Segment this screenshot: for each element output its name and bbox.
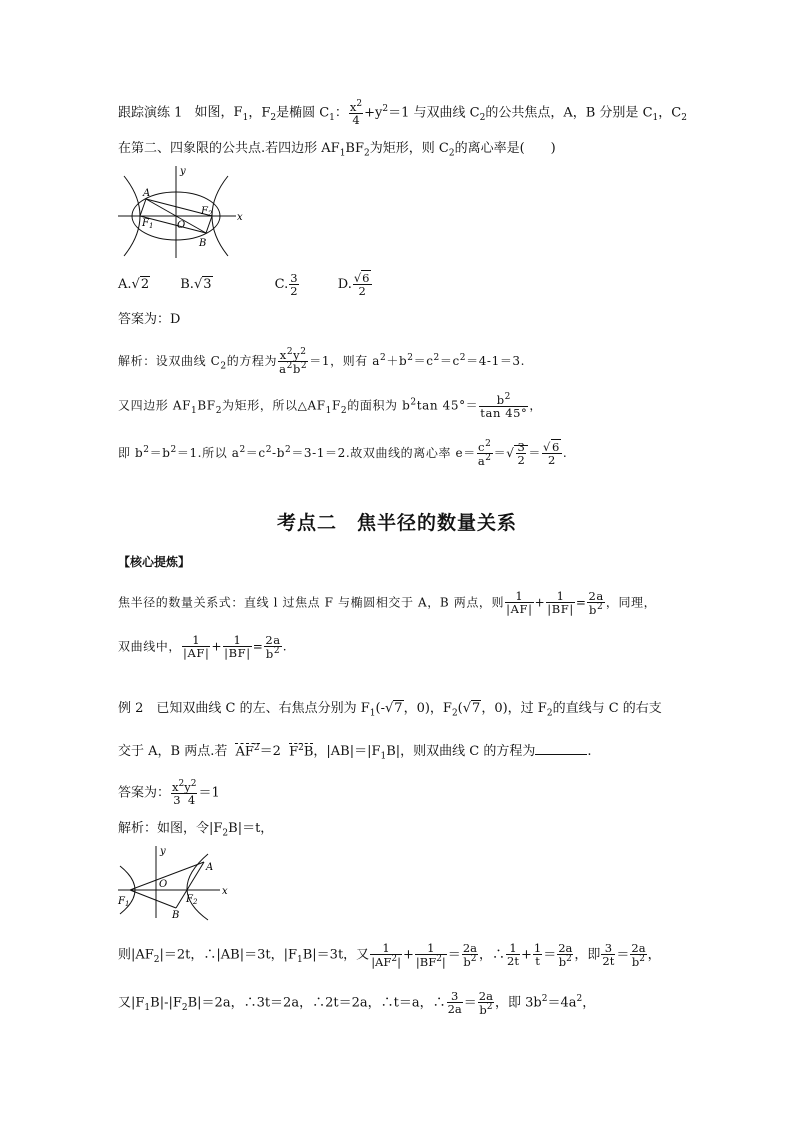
text: B|＝3t，又 <box>302 947 370 963</box>
text: ＝ <box>463 995 477 1011</box>
sqrt-fraction: √ $\frac{3}{2}$ <box>506 441 528 466</box>
label-b: B <box>172 910 180 921</box>
text: 焦半径的数量关系式：直线 l 过焦点 F 与椭圆相交于 A，B 两点，则 <box>118 595 505 610</box>
label-b: B <box>199 238 207 249</box>
text: 解析：如图，令|F <box>118 821 223 836</box>
label-a: A <box>206 862 214 873</box>
text: 例 2 已知双曲线 C 的左、右焦点分别为 F <box>118 701 370 716</box>
fraction: $\frac{√6}{2}$ <box>543 439 560 467</box>
text: 为矩形，所以△AF <box>222 398 326 413</box>
text: ，同理， <box>605 595 657 610</box>
text: (- <box>375 701 385 716</box>
text: ，F <box>248 105 271 121</box>
analysis1-line3: 即 $b^2=b^2=1$.所以 $a^2=c^2-b^2=3-1=2$.故双曲线的离心率 e＝ $\frac{c^2}{a^2}$ ＝√ $\frac{3}{2}$ ＝ $\frac{√6}{2}$ . <box>118 439 568 468</box>
sub: 1 <box>339 148 346 159</box>
text: ＝4a <box>547 995 577 1011</box>
label-x: x <box>222 886 228 897</box>
text: 为矩形，则 C <box>369 141 449 156</box>
fraction: $\frac{1}{|AF^2|}$ <box>371 941 401 969</box>
analysis2-line3: 又$|F_1B|-|F_2B|=2a$，∴3t＝2a，∴2t＝2a，∴t＝a，∴ $\frac{3}{2a}$ ＝ $\frac{2a}{b^2}$ ，即 $3b^2=4a^2$， <box>118 989 596 1017</box>
sub: 1 <box>242 113 249 124</box>
t: b <box>558 954 567 969</box>
section-title: 考点二 焦半径的数量关系 <box>276 512 517 534</box>
fraction <box>516 441 526 466</box>
label-f2 <box>200 206 213 218</box>
text: 的公共焦点，A，B 分别是 C <box>485 105 653 121</box>
text: = <box>575 595 587 610</box>
label-o: O <box>177 220 186 231</box>
frac-num: 2a <box>588 589 604 603</box>
text: . <box>562 445 568 460</box>
figure-hyperbola <box>116 842 234 922</box>
text: F <box>331 398 341 413</box>
fraction: $\frac{2a}{b^2}$ <box>588 589 604 617</box>
frac-num: 3 <box>517 439 526 454</box>
sqrt: √6 <box>353 271 370 285</box>
text: 又|F <box>118 995 145 1011</box>
text: ＝1.所以 a <box>176 445 240 460</box>
text: ＝4-1＝3. <box>466 353 526 368</box>
text: 是椭圆 C <box>276 105 330 121</box>
text: B|-|F <box>150 995 182 1011</box>
text: -b <box>272 445 285 460</box>
vector-f2b: $F^2B$ <box>289 742 314 759</box>
text: 的直线与 C 的右支 <box>552 701 662 716</box>
t: b <box>265 646 274 661</box>
example2-line2: 交于 A，B 两点.若 $AF^2=2$ $F^2B$，$|AB|=|F_1B|$，则双曲线 C 的方程为 . <box>118 742 592 762</box>
frac-num: 1 <box>533 941 542 956</box>
text: |＝2t，∴|AB|＝3t，|F <box>159 947 298 963</box>
t: | <box>441 954 446 969</box>
sub: 2 <box>207 210 213 218</box>
fraction: $\frac{c^2}{a^2}$ <box>477 439 492 468</box>
text: 则|AF <box>118 947 154 963</box>
text: ＝ <box>616 947 630 963</box>
text: ，|AB|＝|F <box>313 744 381 759</box>
sub: 2 <box>448 148 455 159</box>
label: A. <box>118 277 132 293</box>
text: ＝1，则有 a <box>309 353 381 368</box>
sub: 2 <box>364 148 370 159</box>
sub: 2 <box>270 113 277 124</box>
fraction <box>447 990 463 1015</box>
t: b <box>631 954 640 969</box>
frac-num: 1 <box>223 634 252 647</box>
text: ， <box>582 995 596 1011</box>
text: ，∴ <box>479 947 506 963</box>
frac-num: 2a <box>631 941 646 955</box>
radicand: 3 <box>203 277 212 293</box>
sub: 2 <box>192 898 198 906</box>
text: ，即 3b <box>494 995 542 1011</box>
frac-num: 3 <box>601 942 615 955</box>
text: 如图，F <box>194 105 243 121</box>
sqrt: √7 <box>462 701 481 716</box>
t: b <box>496 392 505 407</box>
text: +y <box>364 105 383 121</box>
frac-num: 1 <box>415 942 447 955</box>
option-c <box>274 271 300 299</box>
sub: 1 <box>329 113 335 124</box>
text: 即 b <box>118 445 144 460</box>
t: B <box>303 744 314 759</box>
fraction: $\frac{2a}{b^2}$ <box>558 941 573 969</box>
frac-den: |BF| <box>547 602 574 617</box>
sub: 1 <box>148 222 154 230</box>
label-f2 <box>185 894 198 906</box>
t: c <box>478 439 486 454</box>
label-a: A <box>143 188 151 199</box>
answer1 <box>118 313 180 326</box>
text: BF <box>345 141 364 156</box>
f: F <box>186 894 193 905</box>
frac-den: tan 45° <box>480 405 528 420</box>
fraction <box>546 590 575 615</box>
label-y: y <box>160 846 166 857</box>
sub: 2 <box>479 113 486 124</box>
core-line1 <box>118 590 656 616</box>
text: . <box>587 744 592 759</box>
text: 的方程为 <box>226 353 278 368</box>
text: 又四边形 AF <box>118 398 192 413</box>
fraction <box>505 590 533 615</box>
t: AF <box>235 744 254 759</box>
text: ＝ <box>493 445 507 460</box>
text: 在第二、四象限的公共点.若四边形 AF <box>118 141 340 156</box>
frac-den: 2 <box>290 284 298 299</box>
sup: 2 <box>382 104 389 115</box>
text: ＝1 与双曲线 C <box>388 105 480 121</box>
text: ＝ <box>528 445 541 460</box>
fraction: $\frac{2a}{b^2}$ <box>265 633 281 661</box>
answer-value: D <box>170 312 181 327</box>
frac-den: 2 <box>358 284 366 299</box>
fraction: $\frac{2a}{b^2}$ <box>631 941 646 969</box>
text: ， <box>647 947 661 963</box>
text: B|，则双曲线 C 的方程为 <box>386 744 536 759</box>
text: ，0)，F <box>403 701 452 716</box>
answer-blank <box>535 742 587 755</box>
t: x <box>279 347 287 362</box>
text: 的面积为 b <box>347 398 411 413</box>
fraction: $\frac{2a}{b^2}$ <box>478 989 493 1017</box>
text: ＋b <box>386 353 408 368</box>
radicand: 7 <box>472 701 481 716</box>
f: F <box>201 206 208 217</box>
text: ＝3-1＝2.故双曲线的离心率 e＝ <box>291 445 476 460</box>
t: |AF <box>371 954 392 969</box>
frac-num: 1 <box>182 634 210 647</box>
text: = <box>252 639 264 654</box>
option-d <box>337 271 373 299</box>
text: ，即 <box>574 947 601 963</box>
text: . <box>282 639 288 654</box>
analysis2-line2: 则$|AF_2|=2t$，∴|AB|＝3t，$|F_1B|=3t$，又 $\frac{1}{|AF^2|}$ + $\frac{1}{|BF^2|}$ ＝ $\frac{2a}{b^2}$ ，∴ $\frac{1}{2t}$ + $\frac{1}{t}$ ＝ $\frac{2a}{b^2}$ ，即 $\frac{3}{2t}$ ＝ $\frac{2a}{b^2}$ ， <box>118 941 661 969</box>
fraction: $\frac{2a}{b^2}$ <box>462 941 477 969</box>
text: ＝b <box>149 445 171 460</box>
text: + <box>211 639 223 654</box>
fraction-x2-over-4 <box>349 100 363 126</box>
text: ，0)，过 F <box>481 701 547 716</box>
answer-label: 答案为： <box>118 312 171 327</box>
core-line2 <box>118 634 287 660</box>
label: C. <box>274 277 289 293</box>
frac-num: 1 <box>505 590 533 603</box>
text: B|＝t， <box>228 821 274 836</box>
t: F <box>289 744 299 759</box>
t: a <box>477 453 486 468</box>
text: ＝ <box>543 947 557 963</box>
fraction <box>533 942 542 967</box>
sqrt: √3 <box>193 277 212 293</box>
frac-den: 2t <box>507 954 519 969</box>
frac-den: 4 <box>352 112 360 127</box>
label-x: x <box>237 212 243 223</box>
text: ＝c <box>245 445 266 460</box>
exercise1-line2 <box>118 142 556 159</box>
text: ＝c <box>413 353 434 368</box>
frac-den: |AF| <box>506 602 533 617</box>
frac-num: 2a <box>265 633 281 647</box>
fraction <box>506 942 520 967</box>
f: F <box>142 218 149 229</box>
sqrt: √7 <box>384 701 403 716</box>
sub: 2 <box>681 113 687 124</box>
text: tan 45°＝ <box>416 398 479 413</box>
t: b <box>589 602 597 617</box>
frac-num: 1 <box>546 590 575 603</box>
analysis2-line1: 解析：如图，令$|F_2B|=t$， <box>118 821 274 839</box>
text: 的离心率是( ) <box>454 141 556 156</box>
t: a <box>279 361 287 376</box>
frac-den: 2 <box>517 452 526 467</box>
frac-num: 1 <box>370 942 402 955</box>
option-b <box>180 277 212 292</box>
option-a <box>118 277 150 292</box>
fraction <box>289 272 298 297</box>
label-y: y <box>180 166 186 177</box>
radicand: 6 <box>362 271 370 285</box>
frac-num: 2a <box>558 941 573 955</box>
radicand: 6 <box>551 439 560 454</box>
frac-den: |AF| <box>183 646 210 661</box>
text: 交于 A，B 两点.若 <box>118 744 228 759</box>
exercise1-line1: 跟踪演练 1 如图，$F_1$，$F_2$是椭圆 $C_1$： $\frac{x^2}{4}$ $+y^2=1$ 与双曲线 $C_2$的公共焦点，A，B 分别是 $C_1$，$C_2$ <box>118 99 687 127</box>
fraction: $\frac{x^2y^2}{a^2b^2}$ <box>279 347 308 376</box>
label: B. <box>180 277 194 293</box>
example2-line1: 例 2 已知双曲线 C 的左、右焦点分别为 $F_1(-√7$，0)，$F_2(√7$，0)，过 $F_2$的直线与 C 的右支 <box>118 701 662 719</box>
f: F <box>118 896 125 907</box>
text: 解析：设双曲线 C <box>118 353 221 368</box>
frac-num: 2a <box>478 989 493 1003</box>
frac-den: 2a <box>447 1002 462 1017</box>
t: y <box>293 347 301 362</box>
text: ＝c <box>439 353 460 368</box>
sqrt: √2 <box>131 277 150 293</box>
text: ( <box>457 701 463 716</box>
t: 3 <box>173 792 181 807</box>
text: 双曲线中， <box>118 639 182 654</box>
sup: 2 <box>356 99 363 109</box>
frac-num: 2a <box>462 941 477 955</box>
core-heading: 【核心提炼】 <box>118 555 191 569</box>
radicand: 2 <box>140 277 150 293</box>
fraction: $\frac{1}{|BF^2|}$ <box>415 941 446 969</box>
frac-num: 1 <box>506 942 520 955</box>
exercise-label: 跟踪演练 1 <box>118 105 183 121</box>
text: ， <box>529 398 543 413</box>
text: + <box>534 595 546 610</box>
figure-ellipse-hyperbola <box>116 162 256 260</box>
answer2 <box>118 780 220 806</box>
text: ＝2 <box>259 744 281 759</box>
fraction <box>353 272 372 297</box>
text: ： <box>334 105 348 121</box>
frac-num: 3 <box>447 990 463 1003</box>
hyperbola-right-branch <box>187 854 208 920</box>
frac-num: 3 <box>290 271 298 285</box>
label-f1 <box>141 218 153 230</box>
analysis1-line2: 又四边形 $AF_1BF_2$为矩形，所以$\triangle AF_1F_2$的面积为 $b^2\tan$ 45°＝ $\frac{b^2}{\tan 45^\circ}$ ， <box>118 392 543 420</box>
text: BF <box>197 398 216 413</box>
fraction: $\frac{b^2}{\tan 45^\circ}$ <box>480 392 528 420</box>
t: y <box>184 779 191 794</box>
text: ＝ <box>447 947 461 963</box>
frac-den: |BF| <box>224 646 251 661</box>
segment-f1-b <box>130 890 176 908</box>
t: x <box>172 779 179 794</box>
text: ＝1 <box>198 785 220 801</box>
frac-den: t <box>535 954 540 969</box>
sub: 1 <box>124 900 130 908</box>
t: 4 <box>187 792 196 807</box>
frac-den: 2 <box>547 452 556 467</box>
t: b <box>292 361 301 376</box>
vector-af2: $AF^2$ <box>235 742 260 759</box>
radicand: 7 <box>394 701 403 716</box>
options-line <box>118 272 373 297</box>
frac-den: 2t <box>602 954 615 969</box>
label-f1 <box>117 896 129 908</box>
label: D. <box>337 277 352 293</box>
t: b <box>463 954 471 969</box>
t: |BF <box>415 954 437 969</box>
frac-num: x <box>349 99 357 114</box>
fraction: $\frac{x^2y^2}{3 4}$ <box>172 779 197 807</box>
text: ， <box>658 105 672 121</box>
label-o: O <box>159 879 168 890</box>
t: b <box>479 1002 487 1017</box>
analysis1-line1: 解析：设双曲线 $C_2$的方程为 $\frac{x^2y^2}{a^2b^2}$ ＝1，则有 $a^2+b^2=c^2=c^2=4-1=3$. <box>118 347 526 376</box>
fraction <box>182 634 210 659</box>
fraction <box>601 942 615 967</box>
sub: 1 <box>652 113 659 124</box>
fraction <box>223 634 252 659</box>
text: B|＝2a，∴3t＝2a，∴2t＝2a，∴t＝a，∴ <box>187 995 446 1011</box>
answer-label: 答案为： <box>118 785 171 801</box>
t: | <box>397 954 401 969</box>
